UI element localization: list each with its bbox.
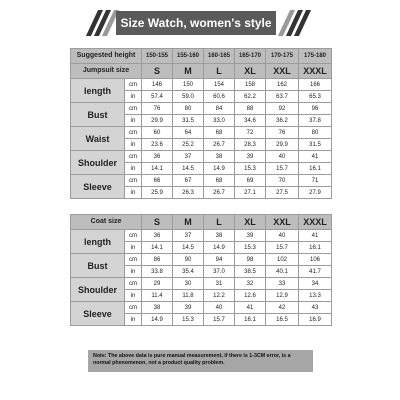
value-cell: 41 — [299, 151, 332, 163]
value-cell: 23.6 — [142, 139, 173, 151]
value-cell: 90 — [173, 254, 204, 266]
value-cell: 28.3 — [235, 139, 266, 151]
height-cell: 170-175 — [266, 49, 299, 64]
measure-label: Bust — [71, 254, 125, 278]
value-cell: 66 — [142, 175, 173, 187]
value-cell: 31 — [204, 278, 235, 290]
height-header: Suggested height — [71, 49, 142, 64]
value-cell: 14.1 — [142, 163, 173, 175]
height-cell: 165-170 — [235, 49, 266, 64]
value-cell: 14.9 — [204, 163, 235, 175]
unit-cell: in — [125, 139, 142, 151]
measure-label: Shoulder — [71, 278, 125, 302]
table-row — [71, 151, 332, 163]
measure-label: Sleeve — [71, 175, 125, 199]
value-cell: 16.5 — [266, 314, 299, 326]
value-cell: 29.9 — [266, 139, 299, 151]
table-row — [71, 254, 332, 266]
value-cell: 12.9 — [266, 290, 299, 302]
height-cell: 155-160 — [173, 49, 204, 64]
size-cell: XXXL — [299, 215, 332, 230]
value-cell: 33 — [266, 278, 299, 290]
size-header: Jumpsuit size — [71, 64, 142, 79]
value-cell: 80 — [173, 103, 204, 115]
size-cell: S — [142, 64, 173, 79]
size-cell: XXXL — [299, 64, 332, 79]
value-cell: 29 — [142, 278, 173, 290]
table-row — [71, 127, 332, 139]
value-cell: 80 — [299, 127, 332, 139]
unit-cell: in — [125, 187, 142, 199]
value-cell: 94 — [204, 254, 235, 266]
value-cell: 37.8 — [299, 115, 332, 127]
size-cell: M — [173, 64, 204, 79]
title-deco-left — [92, 10, 113, 36]
unit-cell: in — [125, 91, 142, 103]
size-cell: XL — [235, 64, 266, 79]
value-cell: 86 — [142, 254, 173, 266]
value-cell: 41.7 — [299, 266, 332, 278]
value-cell: 37 — [173, 151, 204, 163]
value-cell: 29.9 — [142, 115, 173, 127]
value-cell: 27.9 — [299, 187, 332, 199]
value-cell: 26.7 — [204, 187, 235, 199]
value-cell: 27.1 — [235, 187, 266, 199]
table-row — [71, 103, 332, 115]
value-cell: 32 — [235, 278, 266, 290]
value-cell: 13.3 — [299, 290, 332, 302]
value-cell: 68 — [204, 175, 235, 187]
coat-size-table — [70, 214, 332, 326]
value-cell: 25.9 — [142, 187, 173, 199]
value-cell: 41 — [235, 302, 266, 314]
value-cell: 31.5 — [299, 139, 332, 151]
value-cell: 14.5 — [173, 242, 204, 254]
value-cell: 34 — [299, 278, 332, 290]
value-cell: 71 — [299, 175, 332, 187]
value-cell: 16.1 — [235, 314, 266, 326]
value-cell: 102 — [266, 254, 299, 266]
table-row — [71, 278, 332, 290]
unit-cell: cm — [125, 175, 142, 187]
unit-cell: cm — [125, 151, 142, 163]
value-cell: 57.4 — [142, 91, 173, 103]
measurement-note: Note: The above data is pure manual measurement, if there is 1-3CM error, is a normal phenomenon, not a product quality problem. — [88, 350, 313, 372]
value-cell: 15.3 — [235, 242, 266, 254]
height-cell: 160-165 — [204, 49, 235, 64]
unit-cell: cm — [125, 278, 142, 290]
value-cell: 38.5 — [235, 266, 266, 278]
value-cell: 146 — [142, 79, 173, 91]
value-cell: 11.8 — [173, 290, 204, 302]
value-cell: 39 — [235, 151, 266, 163]
value-cell: 43 — [299, 302, 332, 314]
unit-cell: cm — [125, 79, 142, 91]
value-cell: 15.3 — [173, 314, 204, 326]
value-cell: 40.1 — [266, 266, 299, 278]
measure-label: Bust — [71, 103, 125, 127]
measure-label: length — [71, 79, 125, 103]
value-cell: 60 — [142, 127, 173, 139]
unit-cell: in — [125, 290, 142, 302]
unit-cell: cm — [125, 254, 142, 266]
value-cell: 11.4 — [142, 290, 173, 302]
value-cell: 65.3 — [299, 91, 332, 103]
value-cell: 15.7 — [266, 242, 299, 254]
value-cell: 92 — [266, 103, 299, 115]
value-cell: 158 — [235, 79, 266, 91]
value-cell: 14.9 — [142, 314, 173, 326]
value-cell: 72 — [235, 127, 266, 139]
unit-cell: in — [125, 163, 142, 175]
jumpsuit-size-table — [70, 48, 332, 199]
value-cell: 42 — [266, 302, 299, 314]
measure-label: Waist — [71, 127, 125, 151]
value-cell: 154 — [204, 79, 235, 91]
measure-label: Shoulder — [71, 151, 125, 175]
value-cell: 70 — [266, 175, 299, 187]
size-cell: L — [204, 215, 235, 230]
table-row — [71, 230, 332, 242]
size-cell: XL — [235, 215, 266, 230]
table-row — [71, 79, 332, 91]
value-cell: 37.0 — [204, 266, 235, 278]
value-cell: 84 — [204, 103, 235, 115]
value-cell: 26.3 — [173, 187, 204, 199]
value-cell: 36 — [142, 151, 173, 163]
value-cell: 162 — [266, 79, 299, 91]
value-cell: 33.0 — [204, 115, 235, 127]
value-cell: 34.6 — [235, 115, 266, 127]
page-title: Size Watch, women's style — [116, 11, 276, 35]
value-cell: 16.9 — [299, 314, 332, 326]
value-cell: 38 — [204, 230, 235, 242]
value-cell: 40 — [204, 302, 235, 314]
value-cell: 30 — [173, 278, 204, 290]
value-cell: 64 — [173, 127, 204, 139]
value-cell: 67 — [173, 175, 204, 187]
table-row — [71, 175, 332, 187]
value-cell: 16.1 — [299, 242, 332, 254]
unit-cell: cm — [125, 302, 142, 314]
height-cell: 175-180 — [299, 49, 332, 64]
value-cell: 39 — [173, 302, 204, 314]
value-cell: 36 — [142, 230, 173, 242]
value-cell: 26.7 — [204, 139, 235, 151]
value-cell: 35.4 — [173, 266, 204, 278]
unit-cell: cm — [125, 230, 142, 242]
unit-cell: in — [125, 115, 142, 127]
size-row — [71, 215, 332, 230]
value-cell: 27.5 — [266, 187, 299, 199]
value-cell: 36.2 — [266, 115, 299, 127]
value-cell: 40 — [266, 151, 299, 163]
value-cell: 88 — [235, 103, 266, 115]
value-cell: 166 — [299, 79, 332, 91]
unit-cell: cm — [125, 127, 142, 139]
table-row — [71, 302, 332, 314]
value-cell: 41 — [299, 230, 332, 242]
value-cell: 15.7 — [266, 163, 299, 175]
unit-cell: cm — [125, 103, 142, 115]
measure-label: length — [71, 230, 125, 254]
size-row — [71, 64, 332, 79]
value-cell: 59.0 — [173, 91, 204, 103]
value-cell: 39 — [235, 230, 266, 242]
size-cell: M — [173, 215, 204, 230]
title-deco-right — [284, 10, 305, 36]
height-cell: 150-155 — [142, 49, 173, 64]
value-cell: 68 — [204, 127, 235, 139]
value-cell: 25.2 — [173, 139, 204, 151]
value-cell: 62.2 — [235, 91, 266, 103]
value-cell: 63.7 — [266, 91, 299, 103]
value-cell: 15.3 — [235, 163, 266, 175]
size-cell: L — [204, 64, 235, 79]
value-cell: 98 — [235, 254, 266, 266]
measure-label: Sleeve — [71, 302, 125, 326]
value-cell: 106 — [299, 254, 332, 266]
size-cell: S — [142, 215, 173, 230]
value-cell: 76 — [266, 127, 299, 139]
value-cell: 31.5 — [173, 115, 204, 127]
size-cell: XXL — [266, 64, 299, 79]
value-cell: 37 — [173, 230, 204, 242]
value-cell: 12.6 — [235, 290, 266, 302]
value-cell: 150 — [173, 79, 204, 91]
unit-cell: in — [125, 314, 142, 326]
unit-cell: in — [125, 266, 142, 278]
unit-cell: in — [125, 242, 142, 254]
value-cell: 12.2 — [204, 290, 235, 302]
value-cell: 60.6 — [204, 91, 235, 103]
height-row — [71, 49, 332, 64]
value-cell: 38 — [142, 302, 173, 314]
value-cell: 69 — [235, 175, 266, 187]
value-cell: 14.5 — [173, 163, 204, 175]
value-cell: 38 — [204, 151, 235, 163]
size-cell: XXL — [266, 215, 299, 230]
value-cell: 40 — [266, 230, 299, 242]
value-cell: 33.8 — [142, 266, 173, 278]
size-header: Coat size — [71, 215, 142, 230]
value-cell: 96 — [299, 103, 332, 115]
value-cell: 14.9 — [204, 242, 235, 254]
value-cell: 14.1 — [142, 242, 173, 254]
value-cell: 16.1 — [299, 163, 332, 175]
value-cell: 15.7 — [204, 314, 235, 326]
value-cell: 76 — [142, 103, 173, 115]
